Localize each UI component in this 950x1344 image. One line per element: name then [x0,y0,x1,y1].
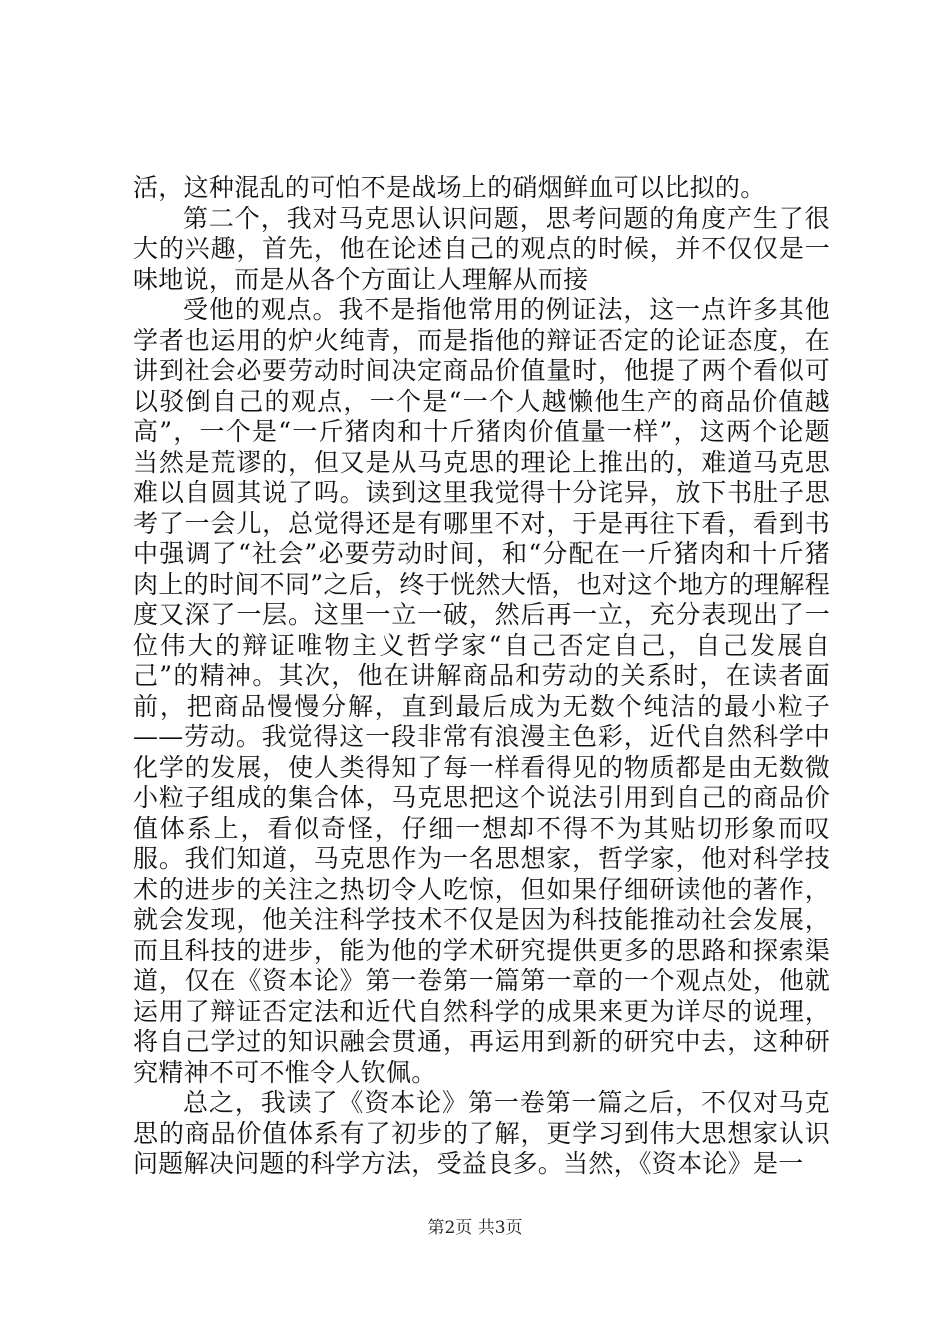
paragraph-3: 受他的观点。我不是指他常用的例证法，这一点许多其他学者也运用的炉火纯青，而是指他的辩证否定的论证态度，在讲到社会必要劳动时间决定商品价值量时，他提了两个看似可以驳倒自己的观点，一个是“一个人越懒他生产的商品价值越高”，一个是“一斤猪肉和十斤猪肉价值量一样”，这两个论题当然是荒谬的，但又是从马克思的理论上推出的，难道马克思难以自圆其说了吗。读到这里我觉得十分诧异，放下书肚子思考了一会儿，总觉得还是有哪里不对，于是再往下看，看到书中强调了“社会”必要劳动时间，和“分配在一斤猪肉和十斤猪肉上的时间不同”之后，终于恍然大悟，也对这个地方的理解程度又深了一层。这里一立一破，然后再一立，充分表现出了一位伟大的辩证唯物主义哲学家“自己否定自己，自己发展自己”的精神。其次，他在讲解商品和劳动的关系时，在读者面前，把商品慢慢分解，直到最后成为无数个纯洁的最小粒子——劳动。我觉得这一段非常有浪漫主色彩，近代自然科学中化学的发展，使人类得知了每一样看得见的物质都是由无数微小粒子组成的集合体，马克思把这个说法引用到自己的商品价值体系上，看似奇怪，仔细一想却不得不为其贴切形象而叹服。我们知道，马克思作为一名思想家，哲学家，他对科学技术的进步的关注之热切令人吃惊，但如果仔细研读他的著作，就会发现，他关注科学技术不仅是因为科技能推动社会发展，而且科技的进步，能为他的学术研究提供更多的思路和探索渠道，仅在《资本论》第一卷第一篇第一章的一个观点处，他就运用了辩证否定法和近代自然科学的成果来更为详尽的说理，将自己学过的知识融会贯通，再运用到新的研究中去，这种研究精神不可不惟令人钦佩。 [133,295,830,1087]
paragraph-4: 总之，我读了《资本论》第一卷第一篇之后，不仅对马克思的商品价值体系有了初步的了解，更学习到伟大思想家认识问题解决问题的科学方法，受益良多。当然，《资本论》是一 [133,1088,830,1178]
paragraph-2: 第二个，我对马克思认识问题，思考问题的角度产生了很大的兴趣，首先，他在论述自己的观点的时候，并不仅仅是一味地说，而是从各个方面让人理解从而接 [133,203,830,294]
document-body [133,173,830,1180]
page-number-footer: 第2页 共3页 [427,1218,523,1238]
paragraph-1: 活，这种混乱的可怕不是战场上的硝烟鲜血可以比拟的。 [133,173,766,202]
